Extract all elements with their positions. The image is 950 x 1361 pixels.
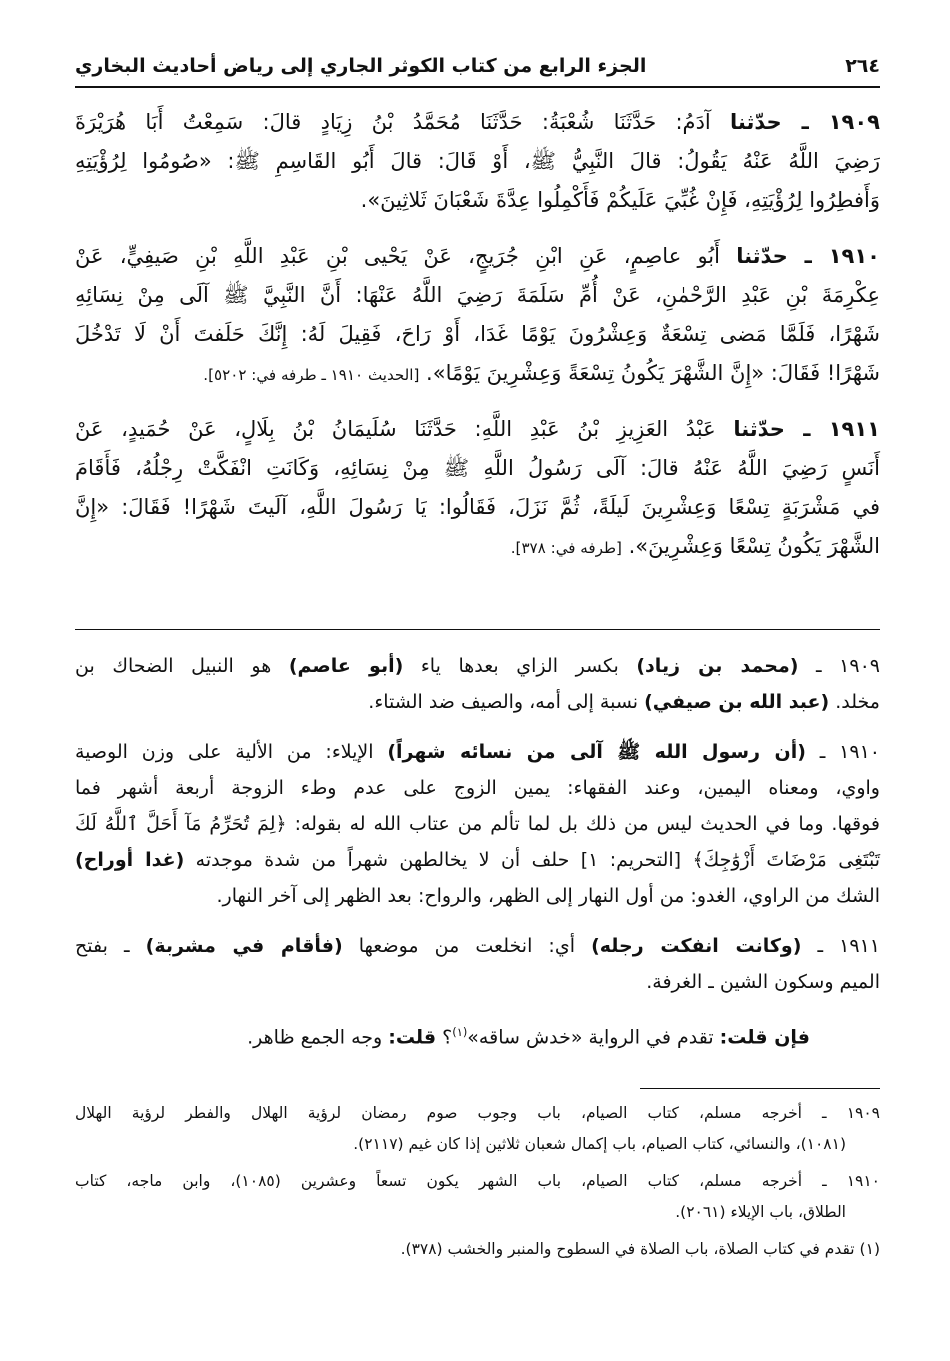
text: آدَمُ: حَدَّثَنَا شُعْبَةُ: حَدَّثَنَا مُحَمَّدُ بْنُ زِيَادٍ قالَ: سَمِعْتُ أَبَا هُرَيْرَةَ [75,110,731,134]
text: أَبُو عاصِمٍ، عَنِ ابْنِ جُرَيجٍ، عَنْ يَحْيى بْنِ عَبْدِ اللَّهِ بْنِ صَيفِيٍّ، عَنْ [75,244,737,268]
bold-text: (أبو عاصم) [288,655,404,677]
hadith-line [75,354,880,393]
text: (١) تقدم في كتاب الصلاة، باب الصلاة في السطوح والمنبر والخشب (٣٧٨). [400,1240,880,1258]
commentary-paragraph [75,734,880,914]
commentary-paragraph [75,648,880,720]
hadith-line [75,142,880,181]
bold-text: (عبد الله بن صيفي) [644,691,830,713]
commentary-line [75,842,880,878]
text: تَبْتَغِى مَرْضَاتَ أَزْوَٰجِكَ﴾ [التحريم: ١] حلف أن لا يخالطهن شهراً من شدة موجدته [184,849,881,871]
footnotes-line [75,1129,880,1160]
footnotes-line [75,1197,880,1228]
bold-text: (محمد بن زياد) [636,655,799,677]
text: الطلاق، باب الإيلاء (٢٠٦١). [675,1203,846,1221]
text: الشَّهْرَ يَكُونُ تِسْعًا وَعِشْرِينَ». [621,534,880,558]
text: الميم وسكون الشين ـ الغرفة. [646,971,880,993]
bold-text: (غدا أوراح) [75,849,185,871]
hadith-section [75,103,880,583]
text: ١٩٠٩ ـ [798,655,880,677]
text: نسبة إلى أمه، والصيف ضد الشتاء. [368,691,645,713]
commentary-line [75,878,880,914]
text: رَضِيَ اللَّهُ عَنْهُ يَقُولُ: قالَ النَّبِيُّ ﷺ، أَوْ قَالَ: قالَ أَبُو القَاسِمِ ﷺ: «صُومُوا لِرُؤْيَتِهِ [75,149,880,173]
footnotes-paragraph [75,1234,880,1265]
bold-text: قلت: [388,1026,437,1049]
footnotes-section [75,1098,880,1271]
hadith-paragraph [75,410,880,566]
commentary-line [75,1014,880,1050]
footnote-marker: (١) [452,1025,468,1039]
text: مخلد. [829,691,880,713]
book-title: الجزء الرابع من كتاب الكوثر الجاري إلى رياض أحاديث البخاري [75,55,647,77]
hadith-line [75,276,880,315]
footnotes-line [75,1234,880,1265]
hadith-line [75,237,880,276]
page-number: ٢٦٤ [845,55,880,77]
reference-note: [الحديث ١٩١٠ ـ طرفه في: ٥٢٠٢]. [203,366,420,384]
text: ؟ [436,1026,453,1049]
bold-text: ١٩١٠ ـ حدّثنا [736,244,880,268]
text: ١٩١٠ ـ [805,741,880,763]
hadith-line [75,103,880,142]
hadith-line [75,181,880,220]
text: أَنَسٍ رَضِيَ اللَّهُ عَنْهُ قالَ: آلَى رَسُولُ اللَّهِ ﷺ مِنْ نِسَائِهِ، وَكَانَتِ انْفَكَّتْ رِجْلُهُ، فَأَقَامَ [75,456,880,480]
commentary-paragraph [75,928,880,1000]
hadith-line [75,449,880,488]
reference-note: [طرفه في: ٣٧٨]. [510,539,622,557]
footnotes-paragraph [75,1166,880,1228]
commentary-line [75,734,880,770]
text: ١٩١٠ ـ أخرجه مسلم، كتاب الصيام، باب الشهر يكون تسعاً وعشرين (١٠٨٥)، وابن ماجه، كتاب [75,1172,880,1190]
footnote-divider [640,1088,880,1089]
text: هو النبيل الضحاك بن [75,655,289,677]
footnotes-line [75,1166,880,1197]
hadith-line [75,410,880,449]
text: شَهْرًا! فَقَالَ: «إِنَّ الشَّهْرَ يَكُونُ تِسْعَةً وَعِشْرِينَ يَوْمًا». [419,361,880,385]
text: ١٩٠٩ ـ أخرجه مسلم، كتاب الصيام، باب وجوب صوم رمضان لرؤية الهلال والفطر لرؤية الهلال [75,1104,880,1122]
commentary-paragraph [75,1014,880,1050]
commentary-line [75,684,880,720]
text: عِكْرِمَةَ بْنِ عَبْدِ الرَّحْمٰنِ، عَنْ أُمِّ سَلَمَةَ رَضِيَ اللَّهُ عَنْهَا: أَنَّ النَّبِيَّ ﷺ آلَى مِنْ نِسَائِهِ [75,283,880,307]
text: (١٠٨١)، والنسائي، كتاب الصيام، باب إكمال شعبان ثلاثين إذا كان غيم (٢١١٧). [353,1135,846,1153]
commentary-line [75,770,880,806]
hadith-line [75,527,880,566]
commentary-line [75,806,880,842]
bold-text: ١٩١١ ـ حدّثنا [733,417,880,441]
commentary-divider [75,629,880,630]
running-header [75,50,880,82]
hadith-line [75,488,880,527]
footnotes-paragraph [75,1098,880,1160]
bold-text: ١٩٠٩ ـ حدّثنا [730,110,880,134]
header-rule [75,86,880,88]
hadith-paragraph [75,237,880,393]
bold-text: فإن قلت: [719,1026,810,1049]
text: عَبْدُ العَزِيزِ بْنُ عَبْدِ اللَّهِ: حَدَّثَنَا سُلَيمَانُ بْنُ بِلَالٍ، عَنْ حُمَيدٍ، عَنْ [75,417,734,441]
hadith-paragraph [75,103,880,220]
footnotes-line [75,1098,880,1129]
commentary-line [75,648,880,684]
text: وَأَفطِرُوا لِرُؤْيَتِهِ، فَإِنْ غُبِّيَ عَلَيكُمْ فَأَكْمِلُوا عِدَّةَ شَعْبَانَ ثَلاثِينَ». [360,188,880,212]
text: وجه الجمع ظاهر. [247,1026,389,1049]
text: شَهْرًا، فَلَمَّا مَضى تِسْعَةٌ وَعِشْرُونَ يَوْمًا غَدَا، أَوْ رَاحَ، فَقِيلَ لَهُ: إِنَّكَ حَلَفتَ أَنْ لَا تَدْخُلَ [75,322,880,346]
commentary-line [75,928,880,964]
text: في مَشْرَبَةٍ تِسْعًا وَعِشْرِينَ لَيلَةً، ثُمَّ نَزَلَ، فَقَالُوا: يَا رَسُولَ اللَّهِ، آلَيتَ شَهْرًا! فَقَالَ: «إِنَّ [75,495,880,519]
text: أي: انخلعت من موضعها [342,935,592,957]
commentary-line [75,964,880,1000]
text: الشك من الراوي، الغدو: من أول النهار إلى الظهر، والرواح: بعد الظهر إلى آخر النهار. [216,885,880,907]
bold-text: (وكانت انفكت رجله) [591,935,802,957]
bold-text: (فأقام في مشربة) [145,935,343,957]
text: واوي، ومعناه اليمين، وعند الفقهاء: يمين الزوج على عدم وطء الزوجة أربعة أشهر فما [75,777,880,799]
commentary-section [75,648,880,1064]
text: بكسر الزاي بعدها ياء [403,655,637,677]
text: الإيلاء: من الألية على وزن الوصية [75,741,388,763]
text: تقدم في الرواية «خدش ساقه» [467,1026,720,1049]
hadith-line [75,315,880,354]
text: ـ بفتح [75,935,146,957]
text: فوقها. وما في الحديث ليس من ذلك بل لما تألم من عتاب الله له بقوله: ﴿لِمَ تُحَرِّمُ مَآ أَحَلَّ ٱللَّهُ لَكَ [75,813,880,835]
bold-text: (أن رسول الله ﷺ آلى من نسائه شهراً) [387,741,806,763]
text: ١٩١١ ـ [801,935,880,957]
